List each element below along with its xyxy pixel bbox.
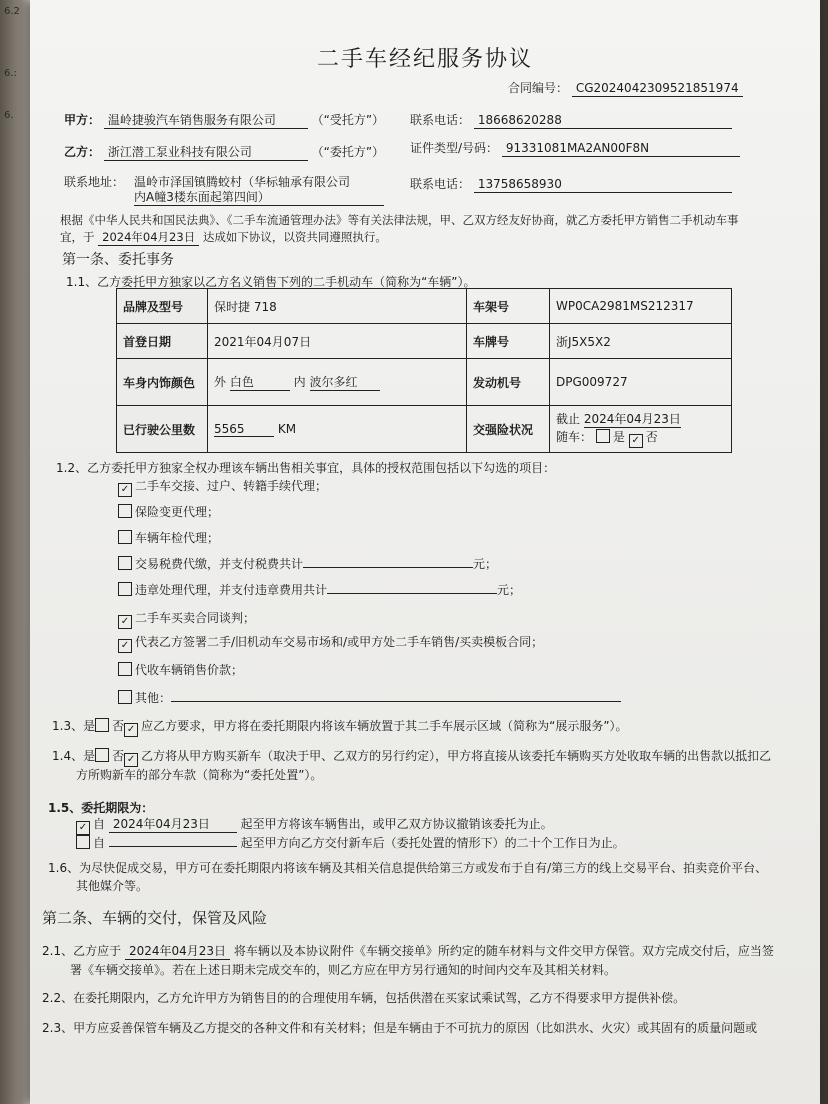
address-line1: 温岭市泽国镇腾蛟村（华标轴承有限公司 — [134, 175, 351, 189]
brand-label: 品牌及型号 — [117, 289, 208, 324]
plate-value: 浙J5X5X2 — [550, 324, 732, 359]
authorization-text: 车辆年检代理； — [135, 531, 220, 545]
clause-1-4-cont: 方所购新车的部分车款（简称为“委托处置”）。 — [76, 768, 323, 782]
delivery-date: 2024年04月23日 — [125, 943, 230, 960]
clause-1-5-heading: 1.5、委托期限为： — [48, 801, 154, 815]
party-a-row — [64, 112, 384, 129]
party-a-name: 温岭捷骏汽车销售服务有限公司 — [104, 112, 308, 129]
reg-date-value: 2021年04月07日 — [208, 324, 467, 359]
term-2-date — [109, 846, 237, 847]
authorization-item — [118, 690, 621, 706]
mileage-label: 已行驶公里数 — [117, 406, 208, 453]
insurance-no-checkbox[interactable]: ✓ — [629, 434, 643, 448]
engine-label: 发动机号 — [467, 359, 550, 406]
party-b-row — [64, 144, 384, 161]
authorization-text: 代表乙方签署二手/旧机动车交易市场和/或甲方处二手车销售/买卖模板合同； — [135, 635, 544, 649]
authorization-checkbox[interactable] — [118, 662, 132, 676]
vehicle-info-table — [116, 288, 732, 453]
c14-no-checkbox[interactable]: ✓ — [124, 753, 138, 767]
party-a-role: （“受托方”） — [311, 113, 385, 127]
party-b-phone-row — [410, 176, 732, 193]
authorization-text: 代收车辆销售价款； — [135, 663, 244, 677]
interior-color: 波尔多红 — [310, 373, 380, 391]
currency-suffix: 元； — [497, 583, 522, 597]
blank-line — [303, 567, 473, 568]
authorization-text: 违章处理代理，并支付违章费用共计 — [135, 583, 328, 597]
reg-date-label: 首登日期 — [117, 324, 208, 359]
insurance-label: 交强险状况 — [467, 406, 550, 453]
authorization-checkbox[interactable]: ✓ — [118, 639, 132, 653]
c13-yes-checkbox[interactable] — [95, 718, 109, 732]
section1-heading: 第一条、委托事务 — [62, 252, 174, 268]
mileage-number: 5565 — [214, 422, 274, 437]
exterior-color: 白色 — [230, 373, 290, 391]
clause-2-1-cont: 署《车辆交接单》。若在上述日期未完成交车的，则乙方应在甲方另行通知的时间内交车及其相关材料。 — [70, 963, 617, 977]
margin-number: 6.2 — [4, 6, 20, 17]
brand-value: 保时捷 718 — [208, 289, 467, 324]
authorization-text: 二手车买卖合同谈判； — [135, 611, 256, 625]
vin-value: WP0CA2981MS212317 — [550, 289, 732, 324]
party-b-name: 浙江潜工泵业科技有限公司 — [104, 144, 308, 161]
table-row — [117, 289, 732, 324]
party-b-label: 乙方： — [64, 145, 101, 159]
table-row — [117, 406, 732, 453]
clause-1-2-intro: 1.2、乙方委托甲方独家全权办理该车辆出售相关事宜，具体的授权范围包括以下勾选的项目： — [56, 461, 556, 475]
insurance-date: 2024年04月23日 — [583, 412, 681, 426]
contract-page — [30, 0, 820, 1104]
preamble-line2: 宜，于 2024年04月23日 达成如下协议，以资共同遵照执行。 — [60, 230, 387, 244]
term-1-date: 2024年04月23日 — [109, 816, 237, 833]
party-b-phone: 13758658930 — [474, 176, 732, 193]
authorization-item — [118, 478, 327, 497]
party-a-label: 甲方： — [64, 113, 101, 127]
party-b-role: （“委托方”） — [311, 145, 385, 159]
term-2-checkbox[interactable] — [76, 835, 90, 849]
table-row — [117, 359, 732, 406]
preamble-date: 2024年04月23日 — [98, 229, 199, 246]
party-b-id-label: 证件类型/号码： — [410, 141, 499, 155]
clause-2-3: 2.3、甲方应妥善保管车辆及乙方提交的各种文件和有关材料；但是车辆由于不可抗力的原因（比如洪水、火灾）或其固有的质量问题或 — [42, 1021, 758, 1035]
c13-no-checkbox[interactable]: ✓ — [124, 723, 138, 737]
party-a-phone: 18668620288 — [474, 112, 732, 129]
contract-number: CG2024042309521851974 — [572, 80, 743, 97]
insurance-value: 截止 2024年04月23日 随车： 是 ✓ 否 — [550, 406, 732, 453]
term-option-1: ✓ 自 2024年04月23日 起至甲方将该车辆售出，或甲乙双方协议撤销该委托为止。 — [76, 816, 553, 835]
mileage-value: 5565 KM — [208, 406, 467, 453]
blank-line — [327, 593, 497, 594]
clause-1-3: 1.3、是 否 ✓ 应乙方要求，甲方将在委托期限内将该车辆放置于其二手车展示区域（简称为“展示服务”）。 — [52, 719, 628, 735]
clause-1-4: 1.4、是 否 ✓ 乙方将从甲方购买新车（取决于甲、乙双方的另行约定），甲方将直接从该委托车辆购买方处收取车辆的出售款以抵扣乙 — [52, 749, 772, 765]
party-a-phone-label: 联系电话： — [410, 113, 471, 127]
engine-value: DPG009727 — [550, 359, 732, 406]
authorization-checkbox[interactable] — [118, 556, 132, 570]
authorization-text: 保险变更代理； — [135, 505, 220, 519]
color-value: 外 白色 内 波尔多红 — [208, 359, 467, 406]
term-option-2: 自 起至甲方向乙方交付新车后（委托处置的情形下）的二十个工作日为止。 — [76, 835, 625, 851]
authorization-item — [118, 634, 543, 653]
contract-number-label: 合同编号： — [508, 81, 569, 95]
clause-1-6-cont: 其他媒介等。 — [76, 879, 149, 893]
margin-number: 6. — [4, 110, 14, 121]
party-b-id-row — [410, 140, 740, 157]
authorization-checkbox[interactable] — [118, 690, 132, 704]
clause-1-1: 1.1、乙方委托甲方独家以乙方名义销售下列的二手机动车（简称为“车辆”）。 — [66, 275, 476, 289]
party-b-id: 91331081MA2AN00F8N — [502, 140, 740, 157]
authorization-item — [118, 662, 243, 678]
contract-number-row — [508, 80, 743, 97]
authorization-text: 交易税费代缴，并支付税费共计 — [135, 557, 304, 571]
authorization-text: 二手车交接、过户、转籍手续代理； — [135, 479, 328, 493]
margin-number: 6.: — [4, 68, 17, 79]
party-a-phone-row — [410, 112, 732, 129]
authorization-item — [118, 530, 219, 546]
currency-suffix: 元； — [473, 557, 498, 571]
authorization-checkbox[interactable] — [118, 504, 132, 518]
vin-label: 车架号 — [467, 289, 550, 324]
authorization-checkbox[interactable]: ✓ — [118, 615, 132, 629]
party-b-phone-label: 联系电话： — [410, 177, 471, 191]
authorization-item — [118, 556, 497, 572]
section2-heading: 第二条、车辆的交付，保管及风险 — [42, 909, 268, 927]
left-edge-shadow — [0, 0, 30, 1104]
authorization-text: 其他： — [135, 691, 172, 705]
authorization-item — [118, 504, 219, 520]
authorization-checkbox[interactable] — [118, 530, 132, 544]
clause-2-2: 2.2、在委托期限内，乙方允许甲方为销售目的的合理使用车辆，包括供潜在买家试乘试驾，乙方不得要求甲方提供补偿。 — [42, 991, 686, 1005]
blank-line — [171, 701, 621, 702]
document-title: 二手车经纪服务协议 — [316, 47, 533, 72]
plate-label: 车牌号 — [467, 324, 550, 359]
clause-2-1: 2.1、乙方应于 2024年04月23日 将车辆以及本协议附件《车辆交接单》所约定的随车材料与文件交甲方保管。双方完成交付后，应当签 — [42, 944, 774, 958]
color-label: 车身内饰颜色 — [117, 359, 208, 406]
insurance-yes-checkbox[interactable] — [596, 429, 610, 443]
clause-1-6: 1.6、为尽快促成交易，甲方可在委托期限内将该车辆及其相关信息提供给第三方或发布于自有/第三方的线上交易平台、拍卖竞价平台、 — [48, 861, 768, 875]
authorization-item — [118, 610, 255, 629]
c14-yes-checkbox[interactable] — [95, 748, 109, 762]
term-1-checkbox[interactable]: ✓ — [76, 821, 90, 835]
authorization-checkbox[interactable]: ✓ — [118, 483, 132, 497]
authorization-checkbox[interactable] — [118, 582, 132, 596]
address-label: 联系地址： — [64, 175, 125, 189]
authorization-item — [118, 582, 521, 598]
preamble-line1: 根据《中华人民共和国民法典》、《二手车流通管理办法》等有关法律法规，甲、乙双方经友好协商，就乙方委托甲方销售二手机动车事 — [60, 213, 739, 227]
table-row — [117, 324, 732, 359]
address-line2: 内A幢3楼东面起第四间） — [134, 189, 384, 206]
